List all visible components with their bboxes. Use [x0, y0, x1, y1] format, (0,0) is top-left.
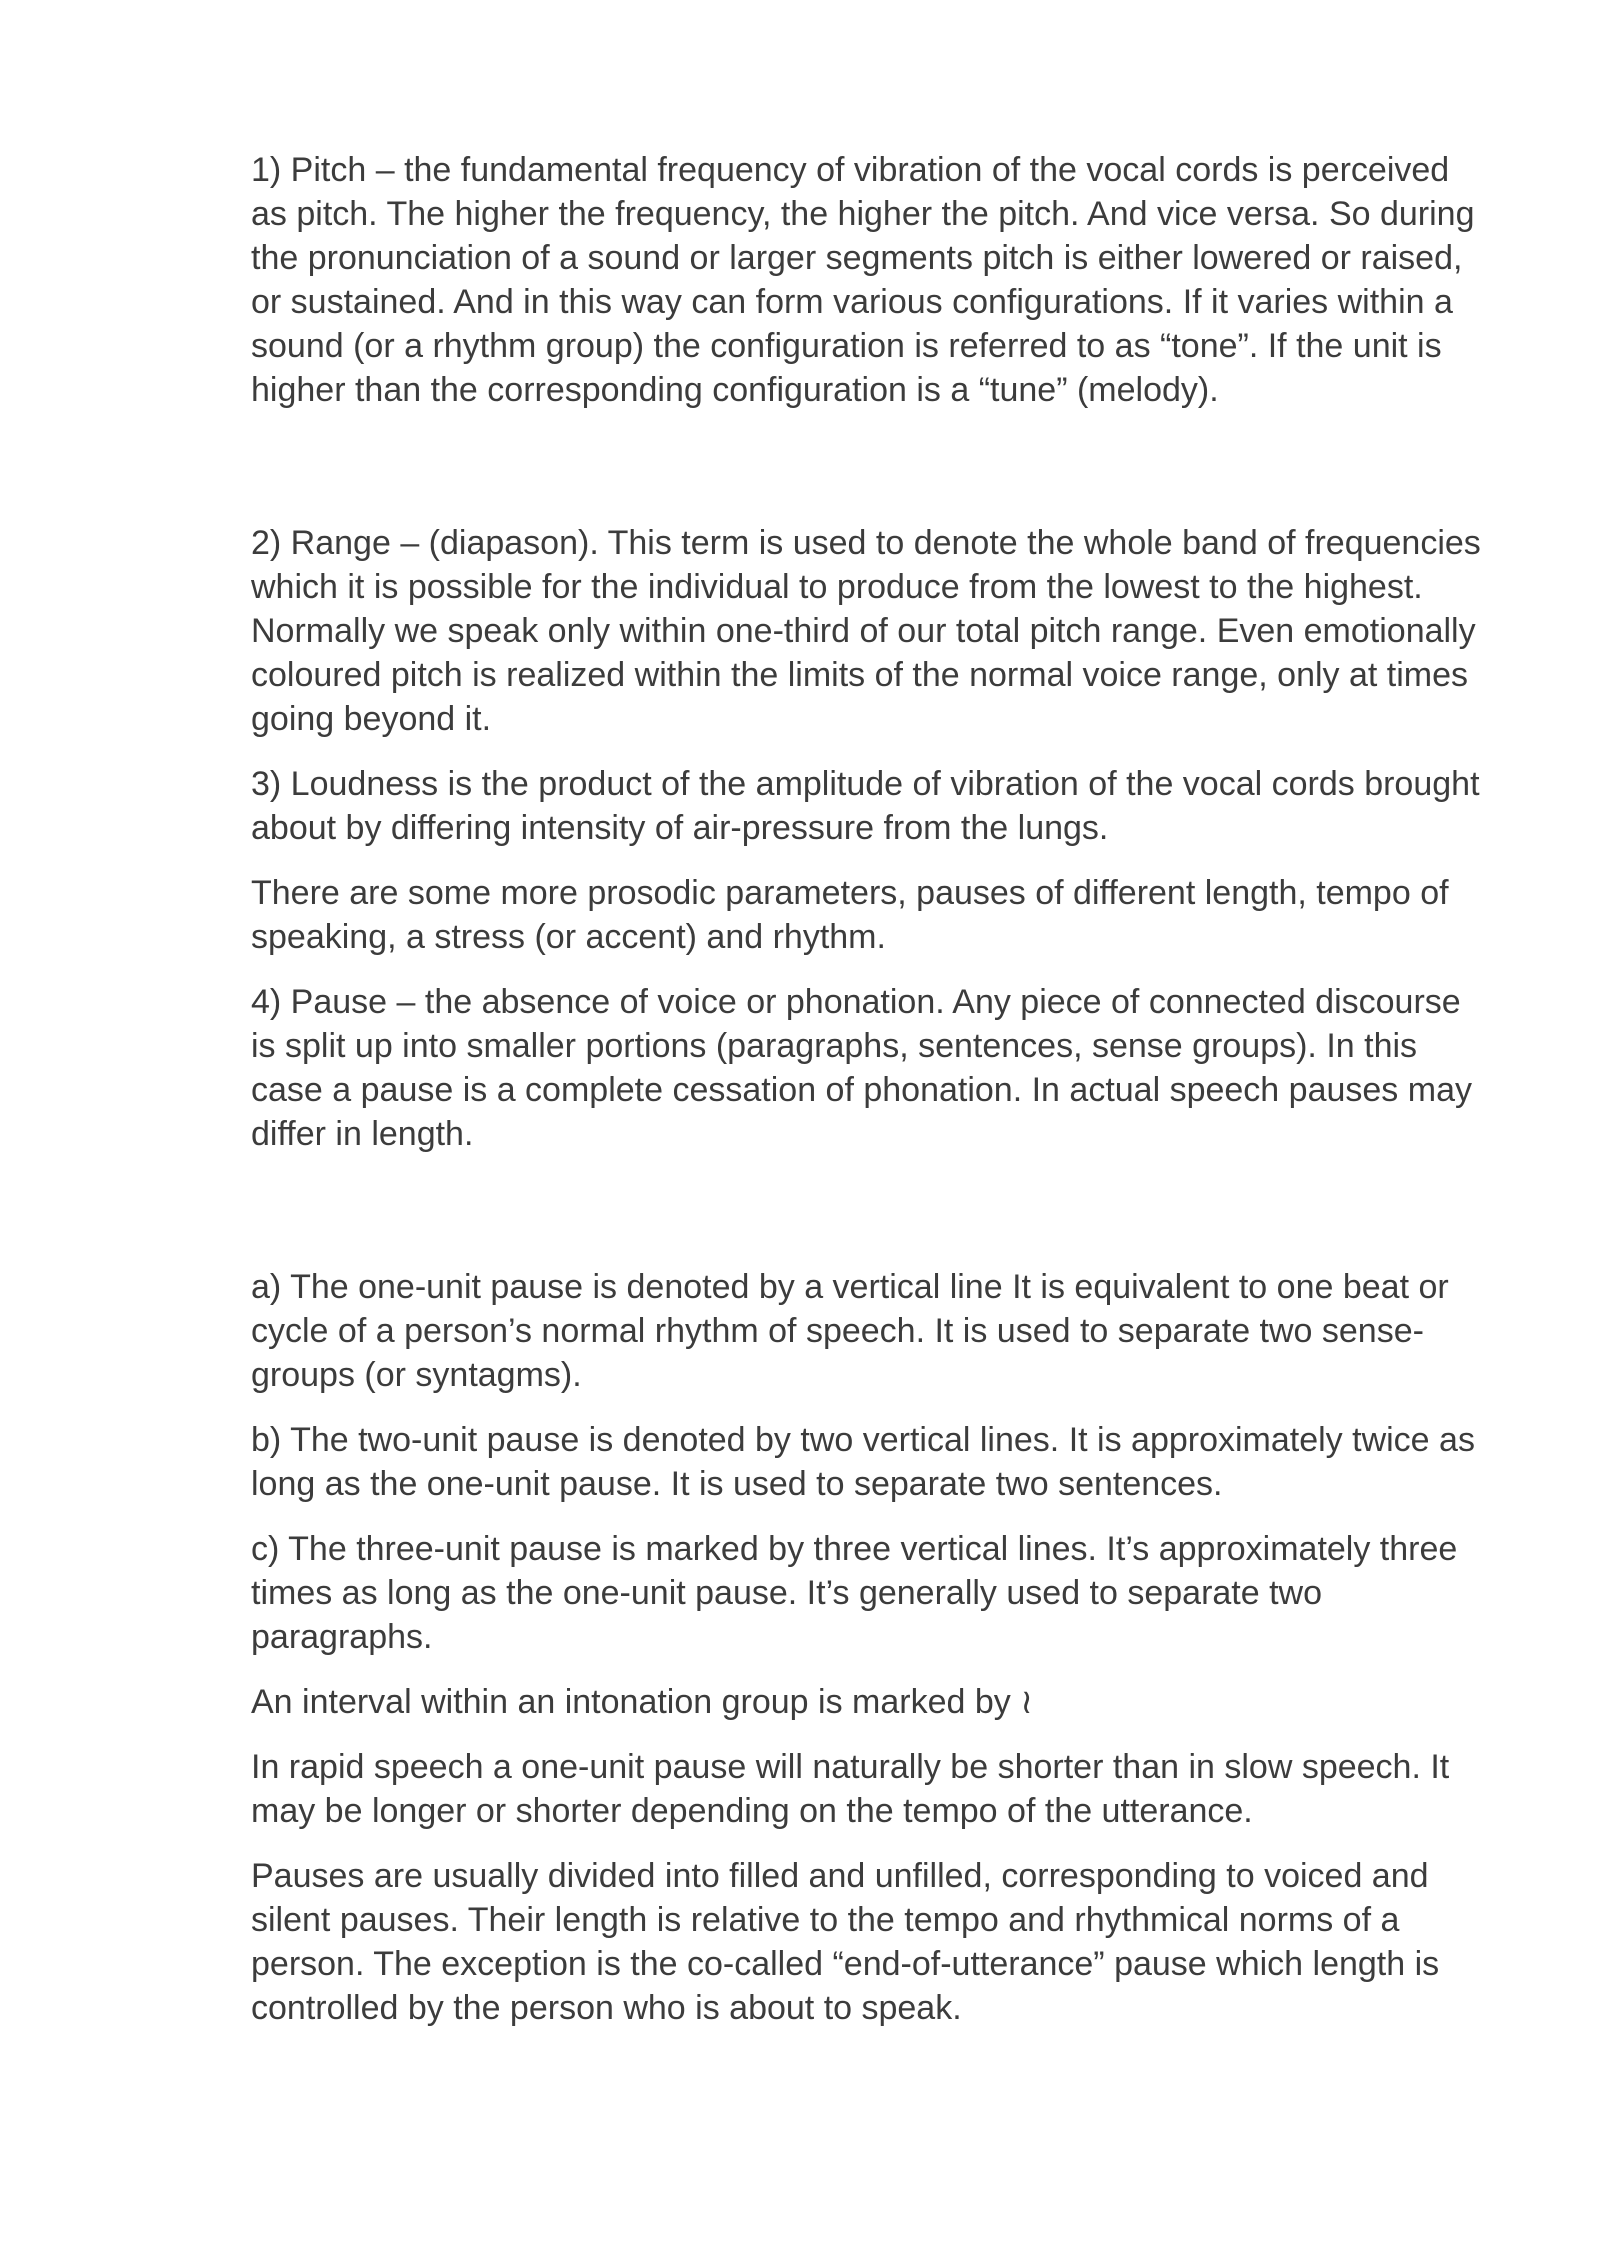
paragraph-one-unit-pause: a) The one-unit pause is denoted by a vertical line It is equivalent to one beat or cycle of a person’s normal rhythm of speech. It is used to separate two sense-groups (or syntagms).: [251, 1268, 1449, 1394]
paragraph-pause: 4) Pause – the absence of voice or phonation. Any piece of connected discourse is split up into smaller portions (paragraphs, sentences, sense groups). In this case a pause is a complete cessation of phonation. In actual speech pauses may differ in length.: [251, 983, 1472, 1153]
paragraph-loudness: 3) Loudness is the product of the amplitude of vibration of the vocal cords brought about by differing intensity of air-pressure from the lungs.: [251, 765, 1480, 847]
paragraph-interval-mark: An interval within an intonation group is marked by ≀: [251, 1683, 1033, 1721]
paragraph-two-unit-pause: b) The two-unit pause is denoted by two vertical lines. It is approximately twice as long as the one-unit pause. It is used to separate two sentences.: [251, 1421, 1475, 1503]
paragraph-pitch: 1) Pitch – the fundamental frequency of vibration of the vocal cords is perceived as pitch. The higher the frequency, the higher the pitch. And vice versa. So during the pronunciation of a sound or larger segments pitch is either lowered or raised, or sustained. And in this way can form various configurations. If it varies within a sound (or a rhythm group) the configuration is referred to as “tone”. If the unit is higher than the corresponding configuration is a “tune” (melody).: [251, 151, 1475, 409]
paragraph-prosodic-parameters: There are some more prosodic parameters, pauses of different length, tempo of speaking, a stress (or accent) and rhythm.: [251, 874, 1449, 956]
paragraph-range: 2) Range – (diapason). This term is used to denote the whole band of frequencies which it is possible for the individual to produce from the lowest to the highest. Normally we speak only within one-third of our total pitch range. Even emotionally coloured pitch is realized within the limits of the normal voice range, only at times going beyond it.: [251, 524, 1481, 738]
document-page: [251, 148, 1491, 2051]
paragraph-three-unit-pause: c) The three-unit pause is marked by three vertical lines. It’s approximately three times as long as the one-unit pause. It’s generally used to separate two paragraphs.: [251, 1530, 1458, 1656]
paragraph-filled-unfilled: Pauses are usually divided into filled and unfilled, corresponding to voiced and silent pauses. Their length is relative to the tempo and rhythmical norms of a person. The exception is the co-called “end-of-utterance” pause which length is controlled by the person who is about to speak.: [251, 1857, 1440, 2027]
paragraph-rapid-speech: In rapid speech a one-unit pause will naturally be shorter than in slow speech. It may be longer or shorter depending on the tempo of the utterance.: [251, 1748, 1450, 1830]
